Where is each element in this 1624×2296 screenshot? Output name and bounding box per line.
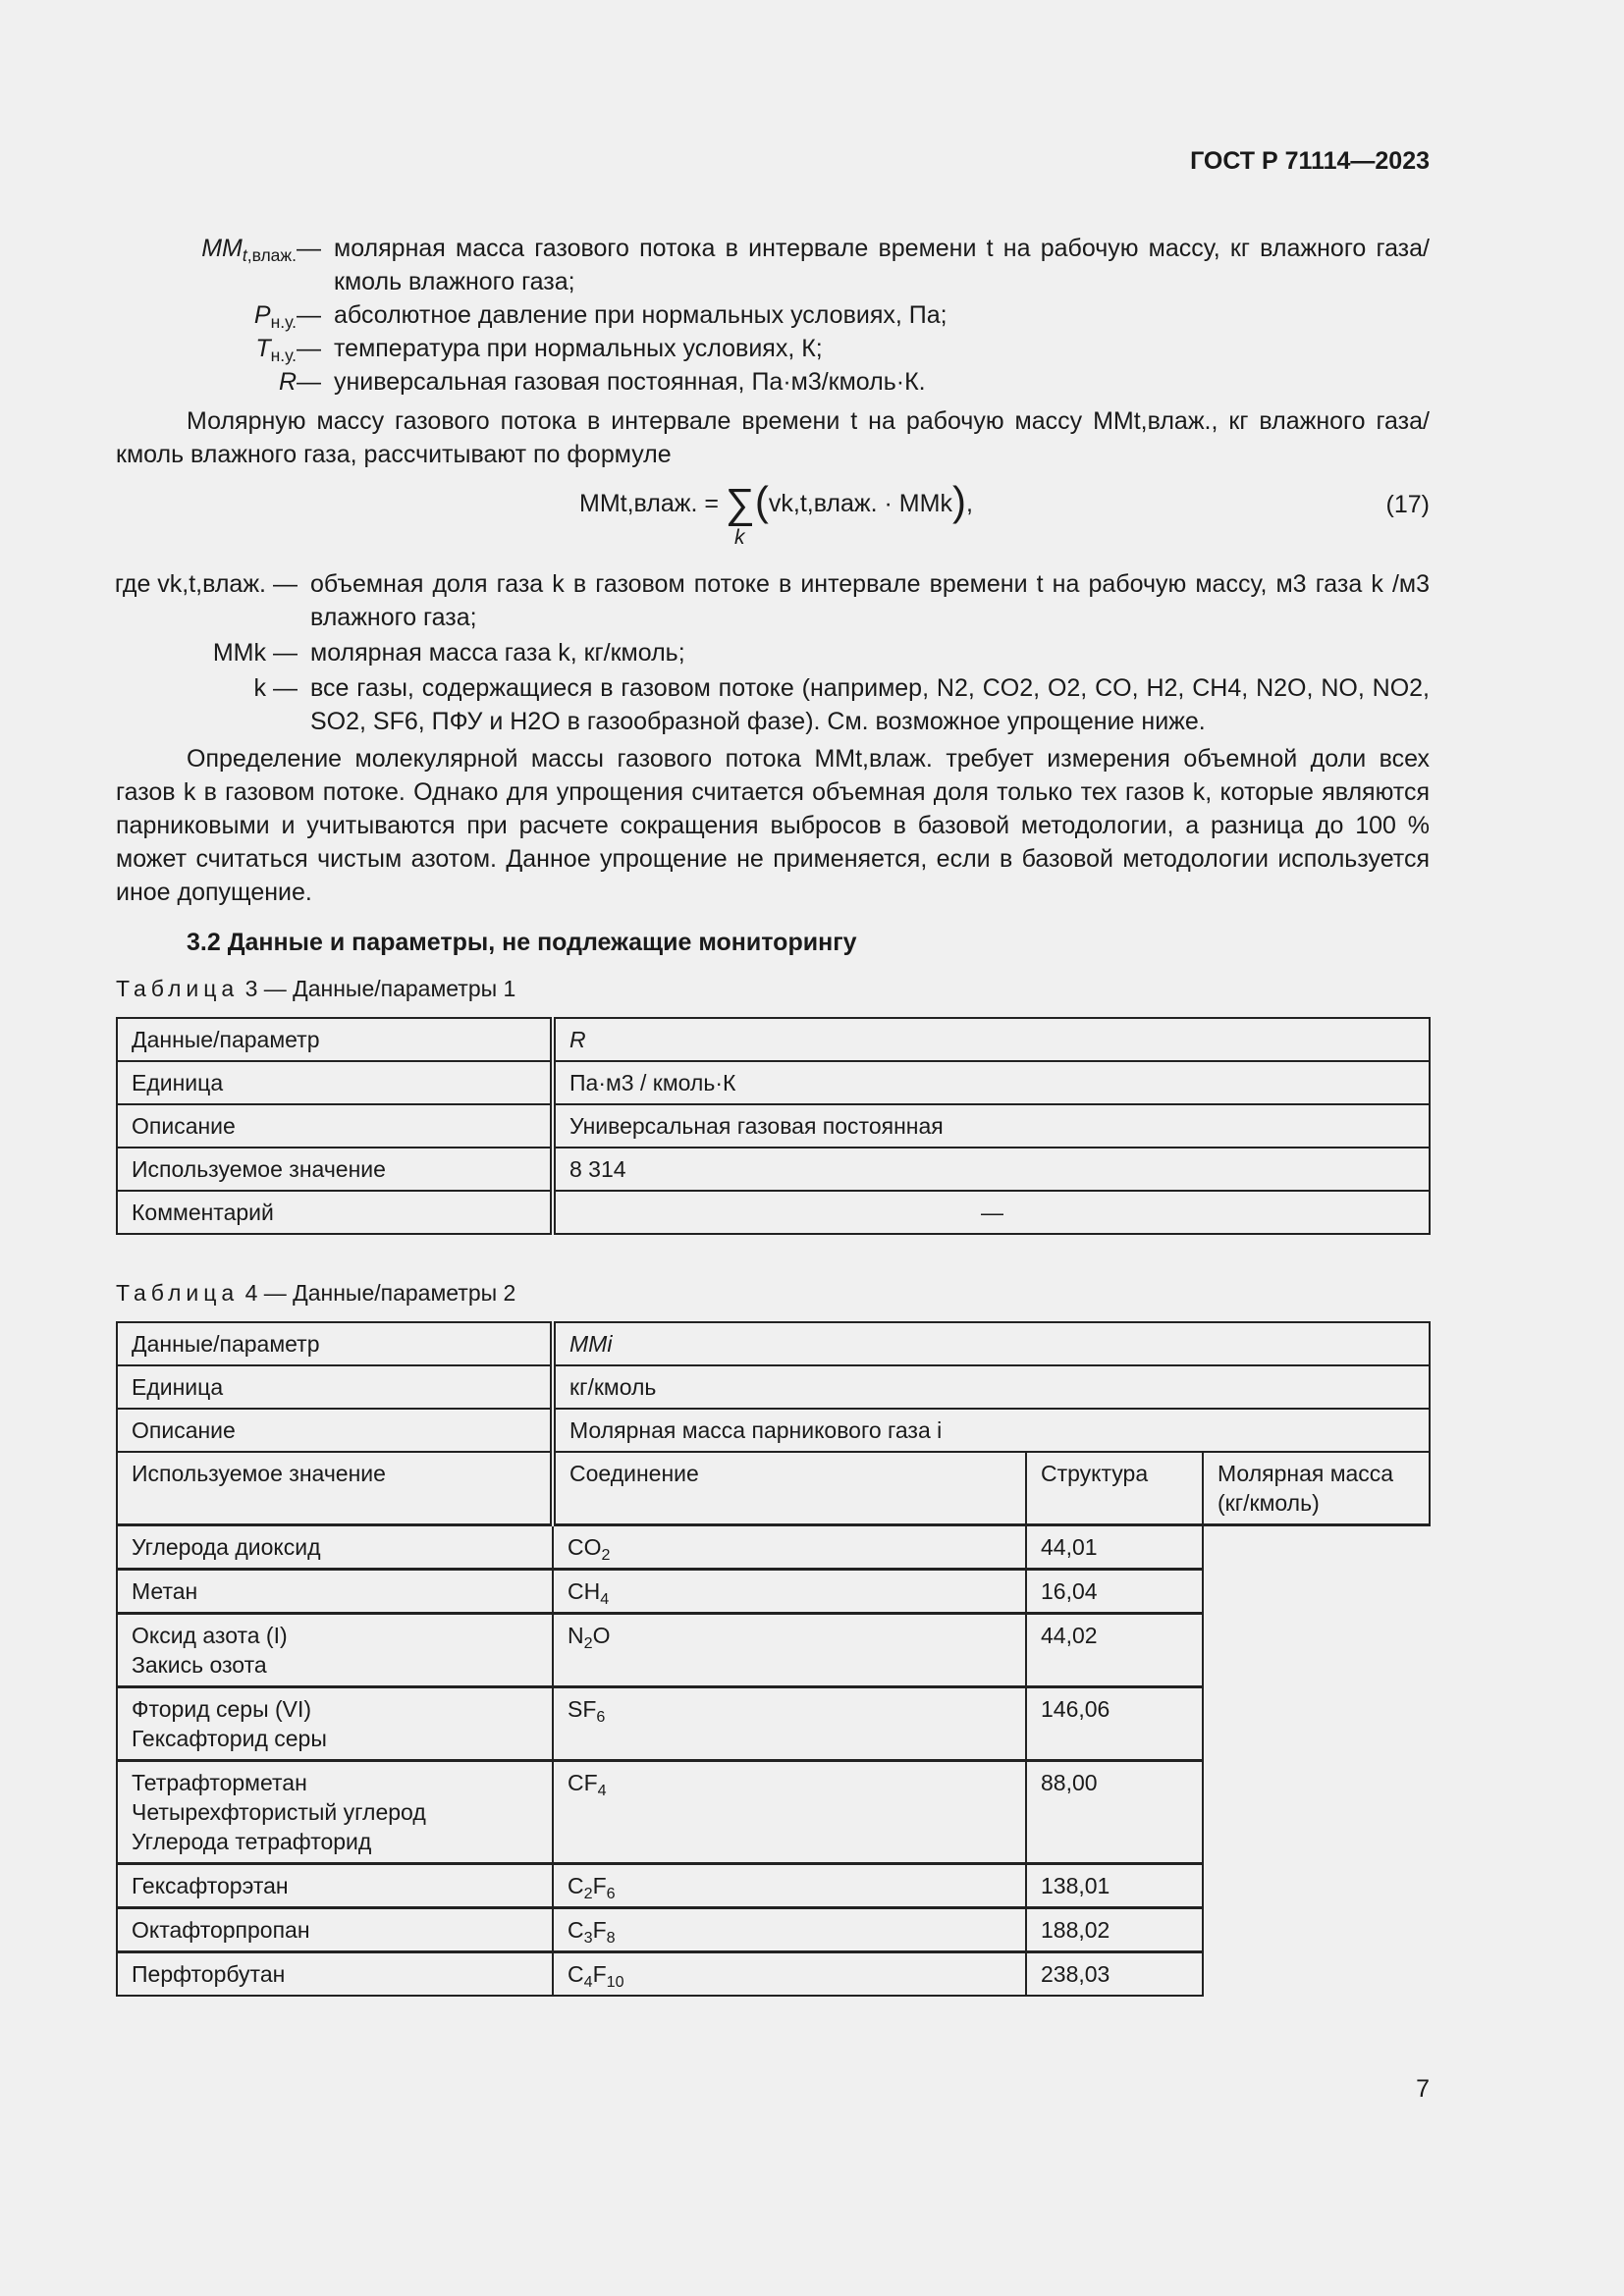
definition-symbol: где vk,t,влаж. [114, 570, 266, 598]
table-row [117, 1018, 1430, 1061]
compound-mass: 16,04 [1026, 1570, 1203, 1614]
table-label: Данные/параметр [117, 1018, 553, 1061]
document-id-header: ГОСТ Р 71114—2023 [1190, 147, 1430, 175]
table-row [117, 1104, 1430, 1148]
formula-sum-index: k [734, 526, 745, 549]
compound-row [117, 1687, 1430, 1761]
table-label: Описание [117, 1409, 553, 1452]
compound-mass: 88,00 [1026, 1761, 1203, 1864]
table4-caption: Таблица 4 — Данные/параметры 2 [116, 1280, 516, 1306]
table-label: Описание [117, 1104, 553, 1148]
definition-symbol: $MM_{t,влаж.}$ [201, 235, 297, 265]
compound-formula: $N_2O$ [553, 1614, 1026, 1687]
definition-text: объемная доля газа k в газовом потоке в интервале времени t на рабочую массу, м3 газа k /м3 влажного газа; [310, 570, 1430, 631]
definition-symbol: R [278, 368, 297, 396]
definition-text: молярная масса газового потока в интервале времени t на рабочую массу, кг влажного газа/кмоль влажного газа; [334, 235, 1430, 295]
table3 [116, 1017, 1431, 1235]
definition-symbol: $P_{н.у.}$ [253, 301, 297, 332]
definition-r: R — универсальная газовая постоянная, Па·м3/кмоль·К. [116, 365, 1430, 399]
compound-row [117, 1864, 1430, 1908]
table-row [117, 1148, 1430, 1191]
compound-name: Тетрафторметан Четырехфтористый углерод Углерода тетрафторид [117, 1761, 553, 1864]
compound-mass: 138,01 [1026, 1864, 1203, 1908]
compound-row [117, 1525, 1430, 1570]
compound-name: Метан [117, 1570, 553, 1614]
table-value: MMi [553, 1322, 1430, 1365]
inner-header: Соединение [553, 1452, 1026, 1525]
definition-text: все газы, содержащиеся в газовом потоке (например, N2, CO2, O2, CO, H2, CH4, N2O, NO, NO2, SO2, SF6, ПФУ и H2O в газообразной фазе). См. возможное упрощение ниже. [310, 674, 1430, 735]
compound-row [117, 1908, 1430, 1952]
compound-name: Фторид серы (VI) Гексафторид серы [117, 1687, 553, 1761]
table-label: Комментарий [117, 1191, 553, 1234]
table-label: Единица [117, 1061, 553, 1104]
compound-list [117, 1525, 1430, 1997]
section-title: 3.2 Данные и параметры, не подлежащие мониторингу [187, 929, 857, 956]
table-label: Данные/параметр [117, 1322, 553, 1365]
paragraph-formula-intro: Молярную массу газового потока в интервале времени t на рабочую массу MMt,влаж., кг влажного газа/кмоль влажного газа, рассчитывают по формуле [116, 407, 1430, 468]
compound-formula: $CF_4$ [553, 1761, 1026, 1864]
compound-mass: 188,02 [1026, 1908, 1203, 1952]
definition-symbol: $T_{н.у.}$ [255, 335, 297, 365]
inner-header: Структура [1026, 1452, 1203, 1525]
definition-v: где vk,t,влаж. — объемная доля газа k в газовом потоке в интервале времени t на рабочую массу, м3 газа k /м3 влажного газа; [116, 567, 1430, 634]
page-number: 7 [1416, 2075, 1430, 2103]
formula-body: vk,t,влаж. · MMk [768, 490, 952, 517]
compound-row [117, 1614, 1430, 1687]
compound-name: Оксид азота (I) Закись озота [117, 1614, 553, 1687]
compound-formula: $C_2F_6$ [553, 1864, 1026, 1908]
definition-symbol: k [253, 674, 266, 702]
compound-row [117, 1761, 1430, 1864]
table-value: Па·м3 / кмоль·К [553, 1061, 1430, 1104]
formula-17: MMt,влаж. = ∑(vk,t,влаж. · MMk), [579, 478, 973, 526]
table-value: — [553, 1191, 1430, 1234]
table-label: Единица [117, 1365, 553, 1409]
compound-row [117, 1570, 1430, 1614]
table3-caption: Таблица 3 — Данные/параметры 1 [116, 976, 516, 1001]
compound-formula: $C_3F_8$ [553, 1908, 1026, 1952]
table-value: кг/кмоль [553, 1365, 1430, 1409]
sum-symbol: ∑ [725, 480, 755, 526]
compound-mass: 44,01 [1026, 1525, 1203, 1570]
compound-name: Углерода диоксид [117, 1525, 553, 1570]
compound-name: Гексафторэтан [117, 1864, 553, 1908]
compound-name: Октафторпропан [117, 1908, 553, 1952]
compound-formula: $C_4F_{10}$ [553, 1952, 1026, 1997]
compound-formula: $CH_4$ [553, 1570, 1026, 1614]
compound-name: Перфторбутан [117, 1952, 553, 1997]
table-row [117, 1061, 1430, 1104]
definition-mmk: MMk — молярная масса газа k, кг/кмоль; [116, 636, 1430, 669]
table-value: R [553, 1018, 1430, 1061]
compound-mass: 146,06 [1026, 1687, 1203, 1761]
table-value: Универсальная газовая постоянная [553, 1104, 1430, 1148]
table-label: Используемое значение [117, 1452, 553, 1525]
definition-text: абсолютное давление при нормальных условиях, Па; [334, 301, 947, 329]
definition-p: $P_{н.у.}$ — абсолютное давление при нормальных условиях, Па; [116, 298, 1430, 332]
compound-formula: $SF_6$ [553, 1687, 1026, 1761]
compound-mass: 238,03 [1026, 1952, 1203, 1997]
inner-header: Молярная масса (кг/кмоль) [1203, 1452, 1430, 1525]
table-row [117, 1191, 1430, 1234]
table-row [117, 1365, 1430, 1409]
definition-text: универсальная газовая постоянная, Па·м3/кмоль·К. [334, 368, 926, 396]
table-row [117, 1322, 1430, 1365]
definition-symbol: MMk [212, 639, 266, 667]
table4 [116, 1321, 1431, 1997]
compound-mass: 44,02 [1026, 1614, 1203, 1687]
formula-number: (17) [1385, 491, 1430, 518]
table-row [117, 1452, 1430, 1525]
table-label: Используемое значение [117, 1148, 553, 1191]
definition-k: k — все газы, содержащиеся в газовом потоке (например, N2, CO2, O2, CO, H2, CH4, N2O, NO, NO2, SO2, SF6, ПФУ и H2O в газообразной фазе). См. возможное упрощение ниже. [116, 671, 1430, 738]
definition-text: температура при нормальных условиях, К; [334, 335, 823, 362]
compound-row [117, 1952, 1430, 1997]
table-value: Молярная масса парникового газа i [553, 1409, 1430, 1452]
compound-formula: $CO_2$ [553, 1525, 1026, 1570]
definition-t: $T_{н.у.}$ — температура при нормальных условиях, К; [116, 332, 1430, 365]
formula-lhs: MMt,влаж. = [579, 490, 719, 517]
paragraph-simplification: Определение молекулярной массы газового потока MMt,влаж. требует измерения объемной доли всех газов k в газовом потоке. Однако для упрощения считается объемная доля только тех газов k, которые являются парниковыми и учитываются при расчете сокращения выбросов в базовой методологии, а разница до 100 % может считаться чистым азотом. Данное упрощение не применяется, если в базовой методологии используется иное допущение. [116, 745, 1430, 906]
table-row [117, 1409, 1430, 1452]
definition-text: молярная масса газа k, кг/кмоль; [310, 639, 685, 667]
table-value: 8 314 [553, 1148, 1430, 1191]
definition-mm: $MM_{t,влаж.}$ — молярная масса газового потока в интервале времени t на рабочую массу, кг влажного газа/кмоль влажного газа; [116, 232, 1430, 298]
